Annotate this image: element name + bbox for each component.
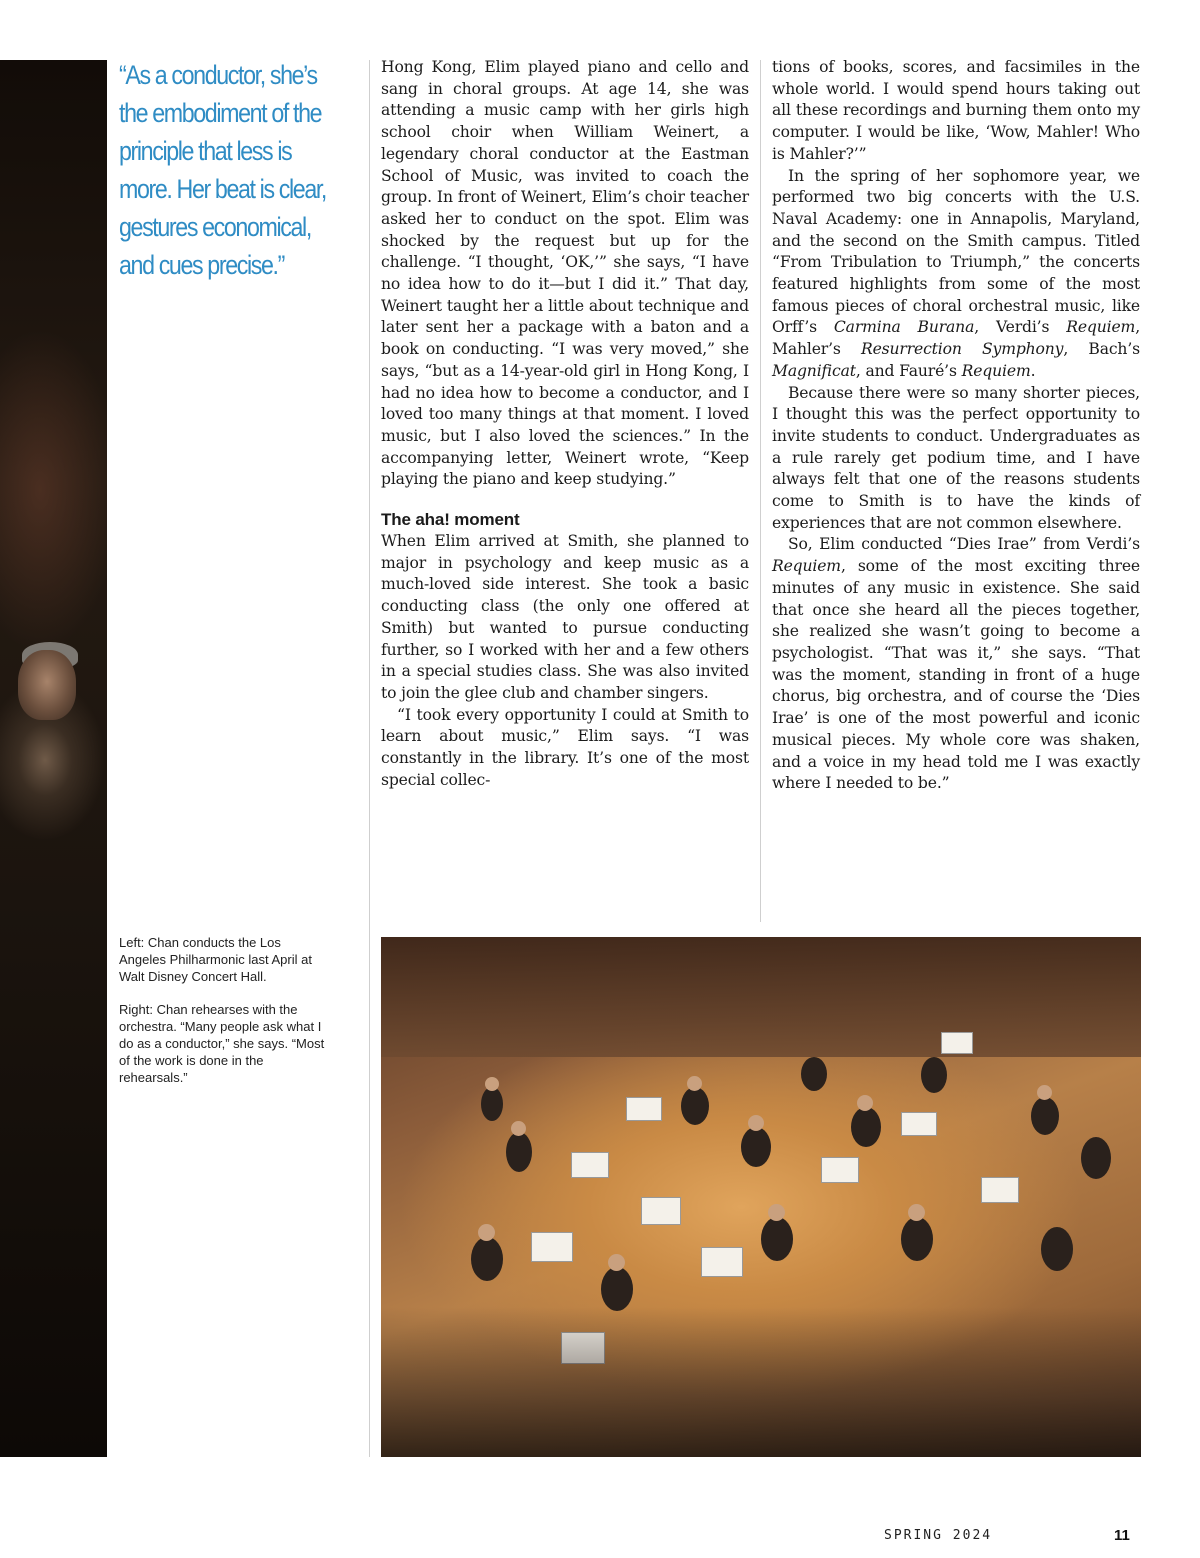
paragraph (772, 166, 1140, 383)
caption-left: Left: Chan conducts the Los Angeles Philharmonic last April at Walt Disney Concert Hall. (119, 935, 312, 984)
photo-caption (119, 934, 329, 1102)
text-run: So, Elim conducted “Dies Irae” from Verdi’s (788, 535, 1140, 554)
musician (601, 1267, 633, 1311)
work-title: Resurrection Symphony (860, 340, 1064, 359)
musician-head (478, 1224, 495, 1241)
paragraph: “I took every opportunity I could at Smith to learn about music,” Elim says. “I was constantly in the library. It’s one of the most special collec- (381, 705, 749, 789)
hall-wall (381, 937, 1141, 1057)
text-run: , Verdi’s (974, 318, 1067, 337)
text-run: , some of the most exciting three minutes of any music in existence. She said that once she heard all the pieces together, she realized she wasn’t going to become a psychologist. “That was it,” she says. “That was the moment, standing in front of a huge chorus, big orchestra, and of course the ‘Dies Irae’ is one of the most powerful and iconic musical pieces. My whole core was shaken, and a voice in my head told me I was exactly where I needed to be.” (772, 557, 1140, 793)
musician-head (748, 1115, 764, 1131)
musician (481, 1087, 503, 1121)
text-run: . (1030, 361, 1036, 380)
paragraph (772, 534, 1140, 794)
musician (1031, 1097, 1059, 1135)
conductor-photo-left (0, 60, 107, 1457)
music-stand (701, 1247, 743, 1277)
musician-head (1037, 1085, 1052, 1100)
caption-right: Right: Chan rehearses with the orchestra. “Many people ask what I do as a conductor,” she says. “Most of the work is done in the rehearsals.” (119, 1002, 325, 1085)
musician (506, 1132, 532, 1172)
work-title: Magnificat (772, 361, 856, 380)
paragraph: tions of books, scores, and facsimiles in the whole world. I would spend hours taking out all these recordings and burning them onto my computer. I would be like, ‘Wow, Mahler! Who is Mahler?’” (772, 58, 1140, 163)
musician (851, 1107, 881, 1147)
paragraph: Hong Kong, Elim played piano and cello and sang in choral groups. At age 14, she was attending a music camp with her girls high school choir when William Weinert, a legendary choral conductor at the Eastman School of Music, was invited to coach the group. In front of Weinert, Elim’s choir teacher asked her to conduct on the spot. Elim was shocked by the request but up for the challenge. “I thought, ‘OK,’” she says, “I have no idea how to do it—but I did it.” That day, Weinert taught her a little about technique and later sent her a package with a baton and a book on conducting. “I was very moved,” she says, “but as a 14-year-old girl in Hong Kong, I had no idea how to become a conductor, and I loved too many things at that moment. I loved music, but I also loved the sciences.” In the accompanying letter, Weinert wrote, “Keep playing the piano and keep studying.” (381, 58, 749, 489)
musician (761, 1217, 793, 1261)
music-stand (981, 1177, 1019, 1203)
column-divider-2 (760, 60, 761, 922)
musician-head (857, 1095, 873, 1111)
paragraph: When Elim arrived at Smith, she planned to major in psychology and keep music as a much-loved side interest. She took a basic conducting class (the only one offered at Smith) but wanted to pursue conducting further, so I worked with her and a few others in a special studies class. She was also invited to join the glee club and chamber singers. (381, 532, 749, 702)
work-title: Carmina Burana (833, 318, 975, 337)
section-subhead: The aha! moment (381, 510, 520, 530)
music-stand (901, 1112, 937, 1136)
musician (471, 1237, 503, 1281)
musician-head (608, 1254, 625, 1271)
music-stand (571, 1152, 609, 1178)
text-run: , and Fauré’s (855, 361, 962, 380)
musician (901, 1217, 933, 1261)
music-stand (821, 1157, 859, 1183)
musician (801, 1057, 827, 1091)
article-column-1 (381, 57, 749, 792)
musician-head (908, 1204, 925, 1221)
paragraph: Because there were so many shorter pieces, I thought this was the perfect opportunity to invite students to conduct. Undergraduates as a rule rarely get podium time, and I have always felt that one of the reasons students come to Smith is to have the kinds of experiences that are not common elsewhere. (772, 383, 1140, 532)
page-number: 11 (1114, 1527, 1130, 1544)
musician (741, 1127, 771, 1167)
text-run: , Mahler’s (772, 318, 1140, 359)
music-stand (531, 1232, 573, 1262)
work-title: Requiem (961, 361, 1031, 380)
balcony-rail (381, 1307, 1141, 1457)
orchestra-rehearsal-photo (381, 937, 1141, 1457)
text-run: , Bach’s (1063, 340, 1140, 359)
music-stand (626, 1097, 662, 1121)
column-divider (369, 60, 370, 1457)
musician (921, 1057, 947, 1093)
music-stand (941, 1032, 973, 1054)
text-run: In the spring of her sophomore year, we performed two big concerts with the U.S. Naval Academy: one in Annapolis, Maryland, and the second on the Smith campus. Titled “From Tribulation to Triumph,” the concerts featured highlights from some of the most famous pieces of choral orchestral music, like Orff’s (772, 166, 1140, 337)
work-title: Requiem (1066, 318, 1136, 337)
work-title: Requiem (772, 557, 841, 576)
musician-head (768, 1204, 785, 1221)
musician-head (485, 1077, 499, 1091)
issue-label: SPRING 2024 (884, 1528, 993, 1543)
article-column-2 (772, 57, 1140, 795)
musician-head (511, 1121, 526, 1136)
musician-head (687, 1076, 702, 1091)
musician (681, 1087, 709, 1125)
musician (1081, 1137, 1111, 1179)
music-stand (641, 1197, 681, 1225)
conductor-face (18, 650, 76, 720)
musician (1041, 1227, 1073, 1271)
pull-quote: “As a conductor, she’s the embodiment of the principle that less is more. Her beat is clear, gestures economical, and cues precise.” (119, 60, 327, 280)
